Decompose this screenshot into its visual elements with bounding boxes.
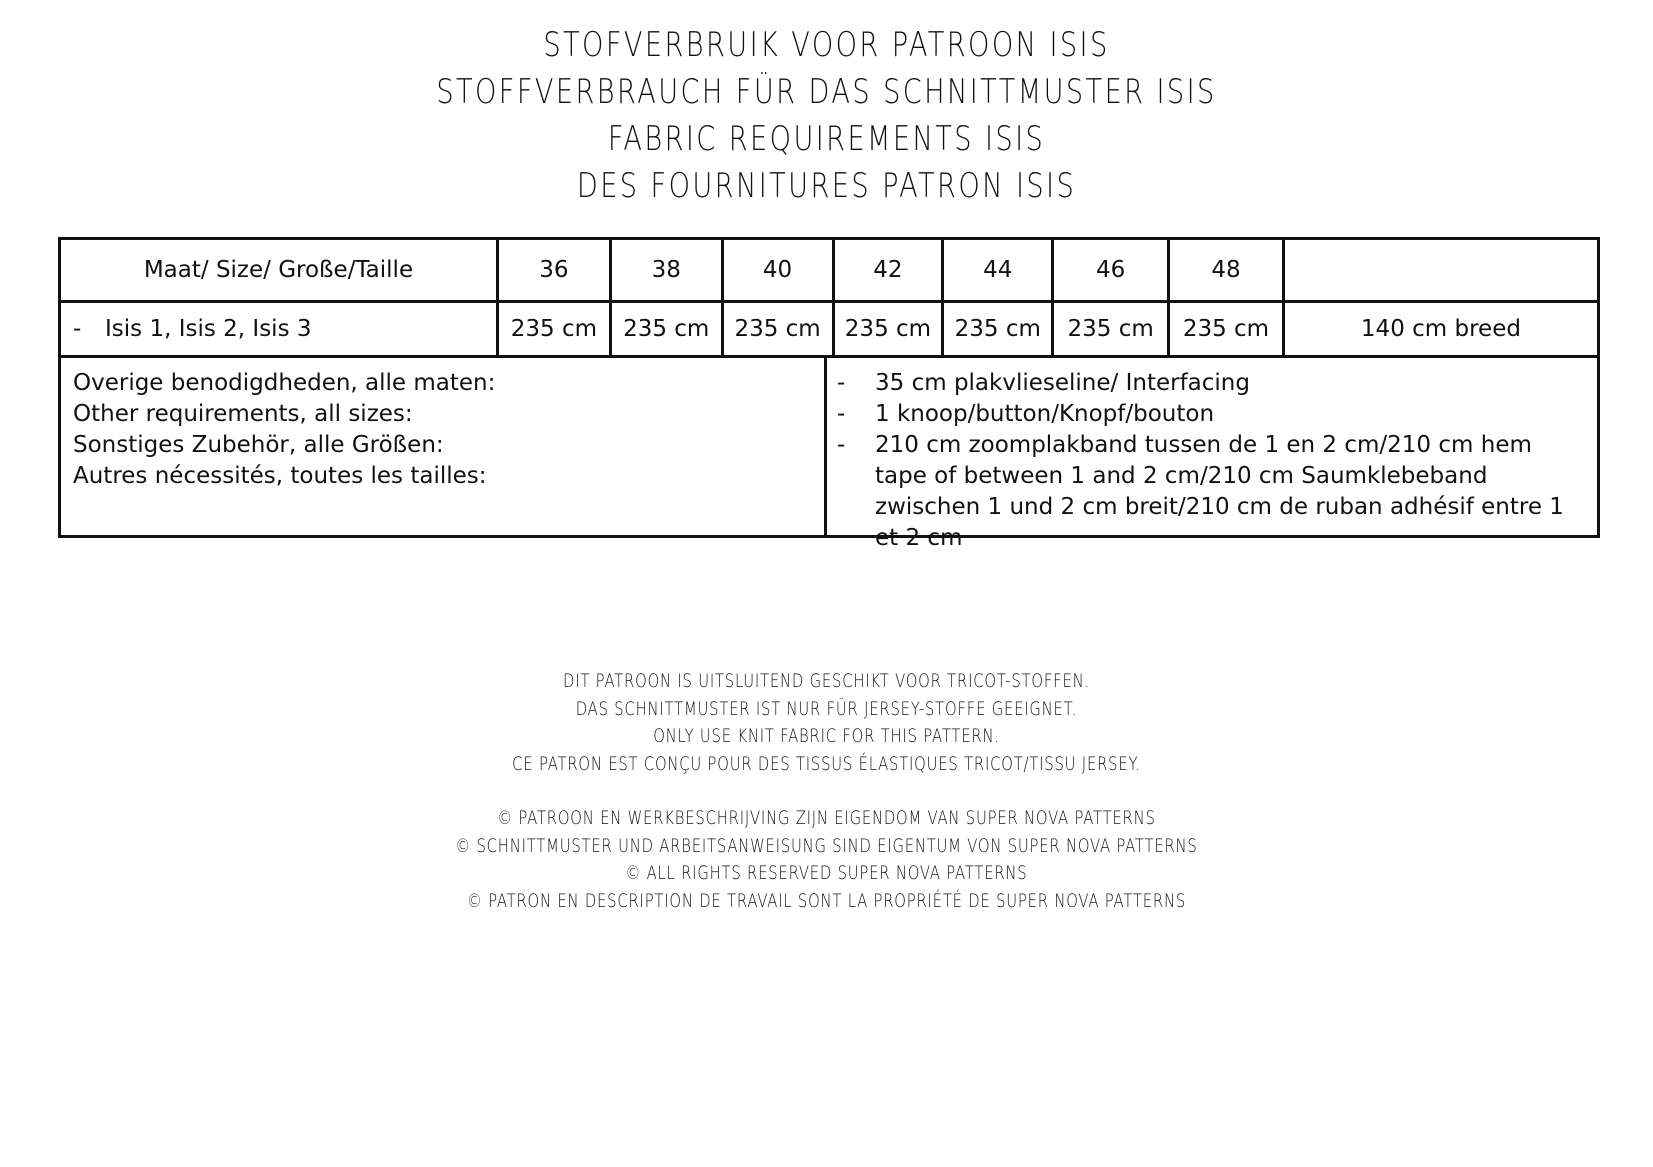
copyright-dutch: © PATROON EN WERKBESCHRIJVING ZIJN EIGENDOM VAN SUPER NOVA PATTERNS: [497, 807, 1156, 829]
copyright-german: © SCHNITTMUSTER UND ARBEITSANWEISUNG SIND EIGENTUM VON SUPER NOVA PATTERNS: [455, 834, 1198, 857]
list-item: [837, 399, 1587, 430]
title-french: DES FOURNITURES PATRON ISIS: [576, 166, 1077, 206]
size-header-cell: 42: [833, 239, 943, 302]
notes-spacer: [182, 778, 1471, 805]
list-item-text: 210 cm zoomplakband tussen de 1 en 2 cm/210 cm hem tape of between 1 and 2 cm/210 cm Saumklebeband zwischen 1 und 2 cm breit/210 cm de ruban adhésif entre 1 et 2 cm: [875, 432, 1564, 551]
copyright-english: © ALL RIGHTS RESERVED SUPER NOVA PATTERNS: [625, 862, 1028, 884]
size-header-row: [60, 239, 1599, 302]
size-header-cell: 38: [610, 239, 722, 302]
title-dutch: STOFVERBRUIK VOOR PATROON ISIS: [543, 25, 1110, 65]
size-table: [58, 237, 1600, 358]
fabric-note-dutch: DIT PATROON IS UITSLUITEND GESCHIKT VOOR TRICOT-STOFFEN.: [563, 670, 1090, 692]
table-row: [60, 302, 1599, 357]
list-item: [837, 368, 1587, 399]
size-header-label: Maat/ Size/ Große/Taille: [60, 239, 498, 302]
notes-block: [182, 668, 1471, 915]
list-item-text: 35 cm plakvlieseline/ Interfacing: [875, 370, 1250, 396]
requirements-label-english: Other requirements, all sizes:: [73, 401, 413, 427]
requirements-labels: [61, 357, 827, 535]
fabric-amount-cell: 235 cm: [722, 302, 833, 357]
fabric-amount-cell: 235 cm: [943, 302, 1053, 357]
fabric-amount-cell: 235 cm: [833, 302, 943, 357]
requirements-list: [827, 357, 1597, 551]
requirements-label-dutch: Overige benodigdheden, alle maten:: [73, 370, 496, 396]
fabric-note-german: DAS SCHNITTMUSTER IST NUR FÜR JERSEY-STOFFE GEEIGNET.: [575, 697, 1078, 720]
fabric-note-french: CE PATRON EST CONÇU POUR DES TISSUS ÉLASTIQUES TRICOT/TISSU JERSEY.: [512, 752, 1141, 775]
fabric-amount-cell: 235 cm: [497, 302, 610, 357]
size-header-cell: 46: [1053, 239, 1169, 302]
row-label-cell: [60, 302, 498, 357]
size-header-empty-cell: [1283, 239, 1598, 302]
title-english: FABRIC REQUIREMENTS ISIS: [607, 119, 1046, 159]
row-label: Isis 1, Isis 2, Isis 3: [105, 316, 312, 342]
fabric-width-cell: 140 cm breed: [1283, 302, 1598, 357]
list-bullet: -: [837, 401, 846, 427]
title-german: STOFFVERBRAUCH FÜR DAS SCHNITTMUSTER ISIS: [436, 72, 1217, 112]
list-bullet: -: [837, 370, 846, 396]
size-header-cell: 36: [497, 239, 610, 302]
list-item-text: 1 knoop/button/Knopf/bouton: [875, 401, 1215, 427]
copyright-french: © PATRON EN DESCRIPTION DE TRAVAIL SONT LA PROPRIÉTÉ DE SUPER NOVA PATTERNS: [466, 889, 1187, 912]
row-bullet: -: [73, 316, 82, 342]
requirements-label-german: Sonstiges Zubehör, alle Größen:: [73, 432, 444, 458]
size-header-cell: 40: [722, 239, 833, 302]
list-item: [837, 430, 1587, 554]
requirements-label-french: Autres nécessités, toutes les tailles:: [73, 463, 487, 489]
fabric-amount-cell: 235 cm: [1169, 302, 1284, 357]
size-header-cell: 44: [943, 239, 1053, 302]
size-header-cell: 48: [1169, 239, 1284, 302]
title-block: [165, 22, 1487, 210]
fabric-note-english: ONLY USE KNIT FABRIC FOR THIS PATTERN.: [653, 725, 1000, 747]
fabric-amount-cell: 235 cm: [1053, 302, 1169, 357]
list-bullet: -: [837, 432, 846, 458]
fabric-amount-cell: 235 cm: [610, 302, 722, 357]
requirements-box: [58, 357, 1600, 551]
